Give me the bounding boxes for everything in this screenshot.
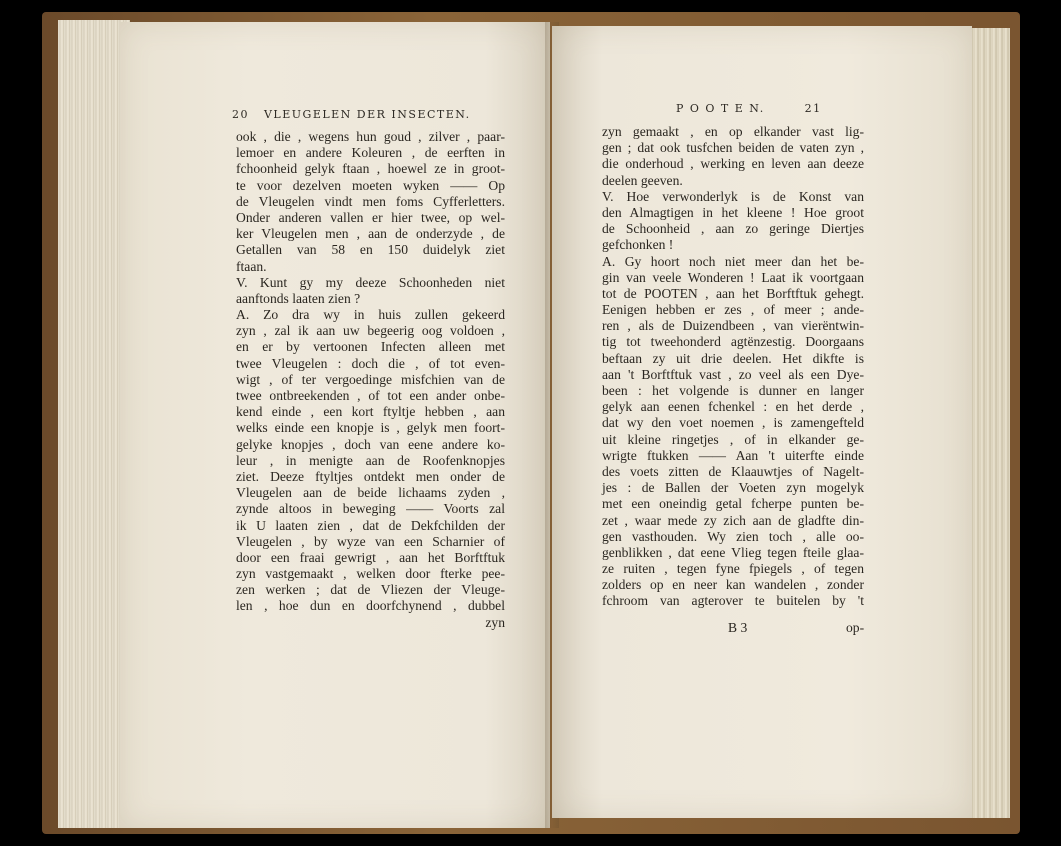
text-line: die onderhoud , werking en leven aan deeze xyxy=(602,156,864,172)
text-line: gen vasthouden. Wy zien toch , alle oo- xyxy=(602,528,864,544)
right-page xyxy=(552,26,972,818)
text-line: twee ontbreekenden , of tot een ander onbe- xyxy=(236,388,505,403)
text-line: fchroom van agterover te buitelen by 't xyxy=(602,593,864,609)
text-line: leur , in menigte aan de Roofenknopjes xyxy=(236,452,505,468)
text-line: Getallen van 58 en 150 duidelyk ziet xyxy=(236,242,505,258)
text-line: ftaan. xyxy=(236,258,267,274)
text-line: zolders op en neer kan wandelen , zonder xyxy=(602,577,864,593)
text-line: den Almagtigen in het kleene ! Hoe groot xyxy=(602,204,864,220)
text-line: gelyk aan eenen fchenkel : en het derde , xyxy=(602,399,864,415)
text-line: de Vleugelen vindt men foms Cyfferletters. xyxy=(236,193,505,209)
text-line: fchoonheid gelyk ftaan , hoewel ze in groot- xyxy=(236,161,505,177)
right-running-header: P O O T E N. 21 xyxy=(676,102,822,115)
text-line: tig tot tweehonderd agtënzestig. Doorgaans xyxy=(602,334,864,350)
text-line: kend einde , een kort ftyltje hebben , aan xyxy=(236,404,505,420)
left-page xyxy=(120,22,550,828)
text-line: aanftonds laaten zien ? xyxy=(236,290,361,306)
text-line: uit kleine ringetjes , of in elkander ge- xyxy=(602,431,864,447)
text-line: gen ; dat ook tusfchen beiden de vaten zyn , xyxy=(602,140,864,156)
text-line: zyn , zal ik aan uw begeerig oog voldoen , xyxy=(236,323,505,339)
text-line: zen werken ; dat de Vliezen der Vleuge- xyxy=(236,582,505,598)
text-line: been : het volgende is dunner en langer xyxy=(602,383,864,398)
text-line: deelen geeven. xyxy=(602,172,683,188)
text-line: jes : de Ballen der Voeten zyn mogelyk xyxy=(602,480,864,496)
right-page-edges xyxy=(968,28,1010,818)
text-line: lemoer en andere Koleuren , de eerften in xyxy=(236,145,505,161)
text-line: dat wy den voet noemen , is zamengefteld xyxy=(602,415,864,431)
text-line: gin van veele Wonderen ! Laat ik voortgaan xyxy=(602,269,864,285)
text-line: aan 't Borftftuk vast , zo veel als een Dye- xyxy=(602,366,864,382)
text-line: Eenigen hebben er zes , of meer ; ande- xyxy=(602,302,864,318)
text-line: gelyke knopjes , doch van eene andere ko- xyxy=(236,436,505,452)
text-line: wigt , of ter vergoedinge misfchien van de xyxy=(236,371,505,387)
text-line: Onder anderen vallen er hier twee, op wel- xyxy=(236,209,505,225)
text-line: gefchonken ! xyxy=(602,237,674,253)
text-line: tot de POOTEN , aan het Borftftuk gehegt. xyxy=(602,285,864,301)
text-line: twee Vleugelen : doch die , of tot even- xyxy=(236,355,505,371)
left-running-header: 20 VLEUGELEN DER INSECTEN. xyxy=(232,108,471,121)
signature-mark: B 3 xyxy=(728,620,748,635)
catchword: op- xyxy=(846,620,865,635)
text-line: ren , als de Duizendbeen , van vierëntwin- xyxy=(602,318,864,334)
text-line: te voor dezelven moeten wyken —— Op xyxy=(236,177,505,193)
text-line: beftaan zy uit drie deelen. Het dikfte is xyxy=(602,350,864,366)
text-line: zyn gemaakt , en op elkander vast lig- xyxy=(602,124,864,139)
text-line: zet , waar mede zy zich aan de gladfte din- xyxy=(602,512,864,528)
text-line: en er by vertoonen Infecten alleen met xyxy=(236,339,505,355)
left-body-text xyxy=(236,129,505,631)
text-line: Vleugelen aan de beide lichaams zyden , xyxy=(236,485,505,501)
text-line: A. Gy hoort noch niet meer dan het be- xyxy=(602,253,864,269)
text-line: V. Hoe verwonderlyk is de Konst van xyxy=(602,188,864,204)
text-line: ze ruiten , tegen fyne fpiegels , of tegen xyxy=(602,561,864,577)
text-line: met een oneindig getal fcherpe punten be- xyxy=(602,496,864,512)
text-line: zyn vastgemaakt , welken door fterke pee- xyxy=(236,566,505,582)
text-line: A. Zo dra wy in huis zullen gekeerd xyxy=(236,307,505,323)
right-body-text xyxy=(602,124,864,610)
text-line: Vleugelen , by wyze van een Scharnier of xyxy=(236,533,505,549)
text-line: len , hoe dun en doorfchynend , dubbel xyxy=(236,598,505,614)
text-line: zynde altoos in beweging —— Voorts zal xyxy=(236,501,505,517)
text-line: zyn xyxy=(485,614,505,630)
text-line: de Schoonheid , aan zo geringe Diertjes xyxy=(602,221,864,237)
text-line: wrigte ftukken —— Aan 't uiterfte einde xyxy=(602,447,864,463)
text-line: door een fraai gewrigt , aan het Borftftuk xyxy=(236,549,505,565)
text-line: ker Vleugelen men , aan de onderzyde , de xyxy=(236,226,505,242)
text-line: ik U laaten zien , dat de Dekfchilden der xyxy=(236,517,505,533)
text-line: ziet. Deeze ftyltjes ontdekt men onder de xyxy=(236,468,505,484)
text-line: V. Kunt gy my deeze Schoonheden niet xyxy=(236,274,505,290)
text-line: welks einde een knopje is , gelyk men foort- xyxy=(236,420,505,436)
text-line: des voets zitten de Klaauwtjes of Nagelt- xyxy=(602,463,864,479)
text-line: genblikken , dat eene Vlieg tegen fteile glaa- xyxy=(602,544,864,560)
text-line: ook , die , wegens hun goud , zilver , paar- xyxy=(236,129,505,144)
